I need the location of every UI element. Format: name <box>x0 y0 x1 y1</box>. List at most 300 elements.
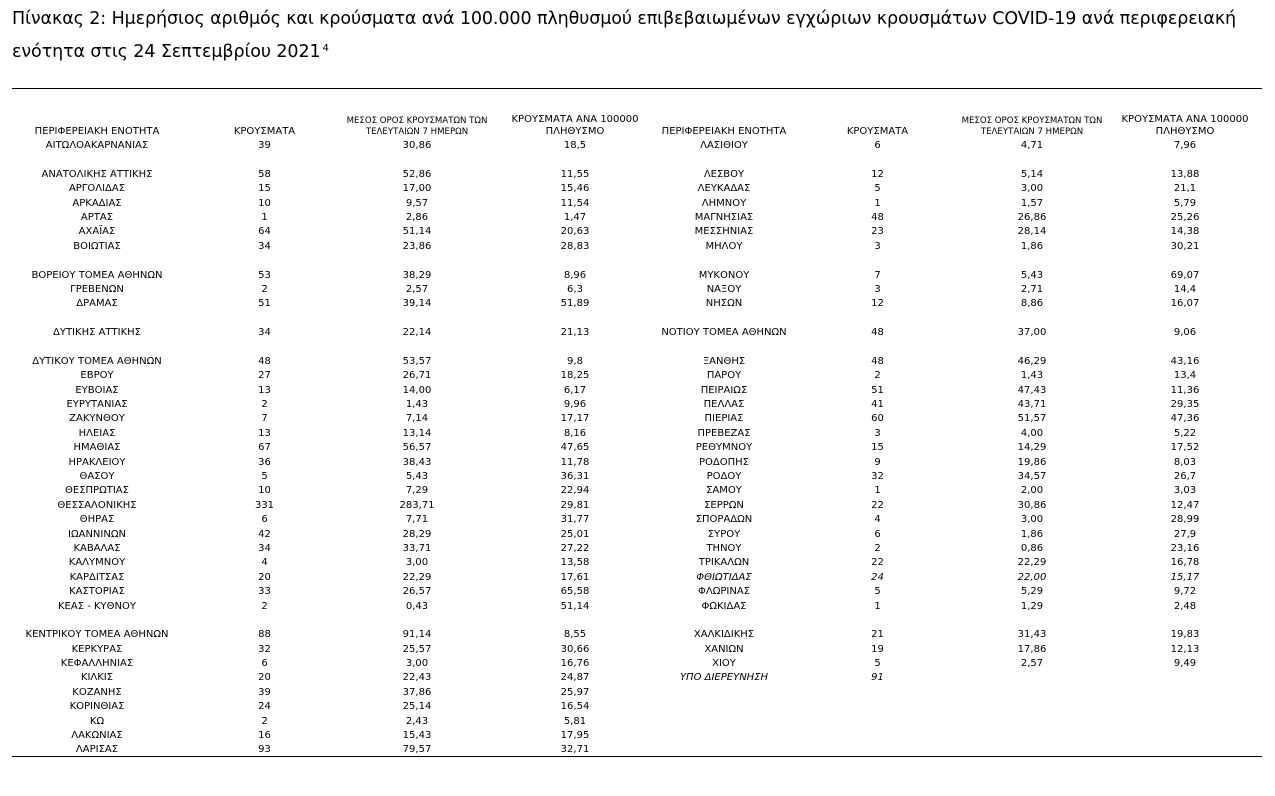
cell-region: ΗΛΕΙΑΣ <box>78 427 116 439</box>
cell-region: ΛΗΜΝΟΥ <box>701 197 747 209</box>
cell-region: ΑΡΓΟΛΙΔΑΣ <box>68 183 126 195</box>
cell-avg7: 5,43 <box>405 470 429 482</box>
table-row <box>650 671 1262 685</box>
cell-avg7: 51,57 <box>1017 413 1047 425</box>
table-row <box>650 643 1262 657</box>
cell-cases: 1 <box>261 211 268 223</box>
table-row <box>650 269 1262 283</box>
cell-per100k: 5,79 <box>1173 197 1197 209</box>
cell-avg7: 2,86 <box>405 211 429 223</box>
cell-cases: 20 <box>258 571 271 583</box>
cell-per100k: 19,83 <box>1170 629 1200 641</box>
cell-per100k: 16,78 <box>1170 557 1200 569</box>
cell-region: ΘΕΣΠΡΩΤΙΑΣ <box>65 485 129 497</box>
cell-cases: 48 <box>258 355 271 367</box>
cell-cases: 48 <box>871 327 884 339</box>
cell-cases: 331 <box>254 499 275 511</box>
spacer-row <box>650 153 1262 167</box>
cell-region: ΝΗΣΩΝ <box>705 298 743 310</box>
cell-cases: 3 <box>874 283 881 295</box>
cell-per100k: 21,13 <box>560 327 590 339</box>
cell-cases: 7 <box>874 269 881 281</box>
cell-region: ΕΒΡΟΥ <box>80 370 114 382</box>
cell-cases: 2 <box>261 715 268 727</box>
cell-cases: 67 <box>258 442 271 454</box>
cell-region: ΣΑΜΟΥ <box>706 485 742 497</box>
cell-per100k: 2,48 <box>1173 600 1197 612</box>
cell-avg7: 9,57 <box>405 197 429 209</box>
cell-cases: 60 <box>871 413 884 425</box>
table-row <box>12 470 648 484</box>
table-row <box>12 283 648 297</box>
cell-per100k: 12,47 <box>1170 499 1200 511</box>
cell-region: ΘΕΣΣΑΛΟΝΙΚΗΣ <box>57 499 137 511</box>
cell-region: ΑΝΑΤΟΛΙΚΗΣ ΑΤΤΙΚΗΣ <box>41 168 153 180</box>
header-per100k-line2: ΠΛΗΘΥΣΜΟ <box>1155 126 1215 137</box>
cell-cases: 15 <box>258 183 271 195</box>
cell-cases: 10 <box>258 197 271 209</box>
cell-avg7: 26,86 <box>1017 211 1047 223</box>
cell-cases: 13 <box>258 427 271 439</box>
cell-region: ΜΕΣΣΗΝΙΑΣ <box>694 226 754 238</box>
cell-cases: 16 <box>258 730 271 742</box>
table-row <box>12 484 648 498</box>
table-row <box>650 182 1262 196</box>
table-row <box>650 528 1262 542</box>
cell-per100k: 24,87 <box>560 672 590 684</box>
cell-avg7: 43,71 <box>1017 399 1047 411</box>
cell-avg7: 3,00 <box>1020 514 1044 526</box>
cell-per100k: 17,61 <box>560 571 590 583</box>
table-row <box>12 225 648 239</box>
spacer-row <box>12 153 648 167</box>
cell-cases: 1 <box>874 485 881 497</box>
cell-region: ΦΛΩΡΙΝΑΣ <box>698 586 750 598</box>
cell-per100k: 9,72 <box>1173 586 1197 598</box>
cell-avg7: 1,29 <box>1020 600 1044 612</box>
table-row <box>12 686 648 700</box>
table-row <box>12 384 648 398</box>
cell-avg7: 2,00 <box>1020 485 1044 497</box>
cell-cases: 2 <box>261 399 268 411</box>
cell-cases: 1 <box>874 600 881 612</box>
cell-per100k: 51,89 <box>560 298 590 310</box>
cell-cases: 36 <box>258 456 271 468</box>
cell-cases: 5 <box>874 586 881 598</box>
cell-per100k: 8,55 <box>563 629 587 641</box>
cell-per100k: 11,55 <box>560 168 590 180</box>
cell-per100k: 13,88 <box>1170 168 1200 180</box>
header-per100k-line1: ΚΡΟΥΣΜΑΤΑ ΑΝΑ 100000 <box>1121 114 1249 125</box>
cell-cases: 48 <box>871 211 884 223</box>
cell-per100k: 18,25 <box>560 370 590 382</box>
header-per100k <box>500 114 650 138</box>
cell-region: ΚΑΒΑΛΑΣ <box>73 542 121 554</box>
cell-per100k: 9,49 <box>1173 658 1197 670</box>
cell-per100k: 5,22 <box>1173 427 1197 439</box>
cell-cases: 34 <box>258 240 271 252</box>
cell-avg7: 1,86 <box>1020 240 1044 252</box>
spacer-row <box>12 254 648 268</box>
cell-per100k: 17,52 <box>1170 442 1200 454</box>
table-row <box>650 398 1262 412</box>
spacer-row <box>12 614 648 628</box>
cell-avg7: 17,00 <box>402 183 432 195</box>
cell-avg7: 8,86 <box>1020 298 1044 310</box>
cell-avg7: 0,43 <box>405 600 429 612</box>
cell-per100k: 11,78 <box>560 456 590 468</box>
cell-avg7: 25,57 <box>402 643 432 655</box>
cell-per100k: 6,3 <box>567 283 583 295</box>
cell-avg7: 1,43 <box>405 399 429 411</box>
cell-region: ΛΕΣΒΟΥ <box>703 168 745 180</box>
spacer-row <box>650 254 1262 268</box>
cell-cases: 6 <box>874 528 881 540</box>
cell-per100k: 28,99 <box>1170 514 1200 526</box>
header-per100k <box>1110 114 1260 138</box>
cell-per100k: 7,96 <box>1173 140 1197 151</box>
header-avg7-line1: ΜΕΣΟΣ ΟΡΟΣ ΚΡΟΥΣΜΑΤΩΝ ΤΩΝ <box>961 116 1103 126</box>
cell-per100k: 8,16 <box>563 427 587 439</box>
cell-cases: 51 <box>871 384 884 396</box>
table-row <box>650 556 1262 570</box>
cell-region: ΥΠΟ ΔΙΕΡΕΥΝΗΣΗ <box>679 672 769 684</box>
cell-avg7: 4,71 <box>1020 140 1044 151</box>
cell-avg7: 26,57 <box>402 586 432 598</box>
cell-cases: 7 <box>261 413 268 425</box>
table-row <box>650 384 1262 398</box>
header-cases: ΚΡΟΥΣΜΑΤΑ <box>846 126 909 137</box>
cell-region: ΖΑΚΥΝΘΟΥ <box>69 413 125 425</box>
cell-per100k: 11,54 <box>560 197 590 209</box>
cell-cases: 15 <box>871 442 884 454</box>
cell-region: ΕΥΒΟΙΑΣ <box>75 384 119 396</box>
cell-cases: 24 <box>258 701 271 713</box>
table-row <box>650 369 1262 383</box>
table-row <box>12 657 648 671</box>
header-per100k-line2: ΠΛΗΘΥΣΜΟ <box>545 126 605 137</box>
table-row <box>12 326 648 340</box>
table-row <box>650 600 1262 614</box>
cell-per100k: 25,26 <box>1170 211 1200 223</box>
cell-cases: 58 <box>258 168 271 180</box>
cell-per100k: 22,94 <box>560 485 590 497</box>
cell-per100k: 29,81 <box>560 499 590 511</box>
header-per100k-line1: ΚΡΟΥΣΜΑΤΑ ΑΝΑ 100000 <box>511 114 639 125</box>
header-right <box>650 110 1262 138</box>
cell-cases: 2 <box>261 283 268 295</box>
header-region: ΠΕΡΙΦΕΡΕΙΑΚΗ ΕΝΟΤΗΤΑ <box>661 126 787 137</box>
table-row <box>650 484 1262 498</box>
header-cases: ΚΡΟΥΣΜΑΤΑ <box>233 126 296 137</box>
cell-region: ΣΠΟΡΑΔΩΝ <box>695 514 753 526</box>
cell-avg7: 31,43 <box>1017 629 1047 641</box>
cell-cases: 27 <box>258 370 271 382</box>
table-row <box>650 585 1262 599</box>
table-row <box>650 412 1262 426</box>
cell-region: ΞΑΝΘΗΣ <box>702 355 746 367</box>
cell-per100k: 32,71 <box>560 744 590 756</box>
table-row <box>650 139 1262 153</box>
cell-region: ΑΡΚΑΔΙΑΣ <box>72 197 122 209</box>
cell-avg7: 91,14 <box>402 629 432 641</box>
header-avg7-line2: ΤΕΛΕΥΤΑΙΩΝ 7 ΗΜΕΡΩΝ <box>980 127 1084 137</box>
header-avg7-line1: ΜΕΣΟΣ ΟΡΟΣ ΚΡΟΥΣΜΑΤΩΝ ΤΩΝ <box>346 116 488 126</box>
cell-region: ΘΗΡΑΣ <box>79 514 115 526</box>
table-row <box>650 542 1262 556</box>
table-row <box>12 700 648 714</box>
cell-region: ΦΩΚΙΔΑΣ <box>701 600 747 612</box>
table-row <box>650 571 1262 585</box>
cell-avg7: 15,43 <box>402 730 432 742</box>
header-avg7 <box>952 116 1112 138</box>
cell-avg7: 39,14 <box>402 298 432 310</box>
cell-avg7: 51,14 <box>402 226 432 238</box>
cell-per100k: 21,1 <box>1173 183 1197 195</box>
cell-cases: 88 <box>258 629 271 641</box>
cell-avg7: 25,14 <box>402 701 432 713</box>
cell-region: ΜΥΚΟΝΟΥ <box>698 269 750 281</box>
cell-region: ΡΕΘΥΜΝΟΥ <box>695 442 753 454</box>
cell-per100k: 47,36 <box>1170 413 1200 425</box>
cell-per100k: 31,77 <box>560 514 590 526</box>
cell-cases: 12 <box>871 298 884 310</box>
cell-avg7: 28,14 <box>1017 226 1047 238</box>
table-row <box>12 297 648 311</box>
table-row <box>12 412 648 426</box>
cell-avg7: 3,00 <box>1020 183 1044 195</box>
cell-per100k: 30,21 <box>1170 240 1200 252</box>
table-row <box>12 499 648 513</box>
cell-avg7: 34,57 <box>1017 470 1047 482</box>
table-row <box>12 369 648 383</box>
cell-avg7: 1,43 <box>1020 370 1044 382</box>
cell-cases: 33 <box>258 586 271 598</box>
cell-per100k: 3,03 <box>1173 485 1197 497</box>
table-row <box>650 197 1262 211</box>
cell-cases: 2 <box>261 600 268 612</box>
cell-region: ΚΕΦΑΛΛΗΝΙΑΣ <box>60 658 134 670</box>
header-region: ΠΕΡΙΦΕΡΕΙΑΚΗ ΕΝΟΤΗΤΑ <box>34 126 160 137</box>
cell-region: ΚΟΡΙΝΘΙΑΣ <box>69 701 125 713</box>
table-row <box>12 556 648 570</box>
cell-cases: 5 <box>874 658 881 670</box>
cell-avg7: 0,86 <box>1020 542 1044 554</box>
cell-avg7: 5,43 <box>1020 269 1044 281</box>
cell-cases: 34 <box>258 327 271 339</box>
cell-avg7: 46,29 <box>1017 355 1047 367</box>
cell-cases: 3 <box>874 240 881 252</box>
table-row <box>12 240 648 254</box>
cell-cases: 42 <box>258 528 271 540</box>
cell-region: ΙΩΑΝΝΙΝΩΝ <box>68 528 126 540</box>
table-row <box>650 211 1262 225</box>
cell-region: ΔΥΤΙΚΟΥ ΤΟΜΕΑ ΑΘΗΝΩΝ <box>32 355 162 367</box>
cell-region: ΚΕΑΣ - ΚΥΘΝΟΥ <box>58 600 136 612</box>
cell-per100k: 27,22 <box>560 542 590 554</box>
cell-avg7: 56,57 <box>402 442 432 454</box>
cell-avg7: 4,00 <box>1020 427 1044 439</box>
table-row <box>650 470 1262 484</box>
header-left <box>12 110 648 138</box>
caption-text: Πίνακας 2: Ημερήσιος αριθμός και κρούσματα ανά 100.000 πληθυσμού επιβεβαιωμένων εγχώριων κρουσμάτων COVID-19 ανά περιφερειακή ενότητα στις 24 Σεπτεμβρίου 2021 <box>12 9 1237 62</box>
cell-per100k: 25,97 <box>560 686 590 698</box>
cell-cases: 32 <box>258 643 271 655</box>
cell-region: ΘΑΣΟΥ <box>79 470 115 482</box>
table-row <box>12 197 648 211</box>
cell-per100k: 26,7 <box>1173 470 1197 482</box>
cell-avg7: 47,43 <box>1017 384 1047 396</box>
cell-cases: 5 <box>874 183 881 195</box>
cell-avg7: 22,43 <box>402 672 432 684</box>
cell-per100k: 11,36 <box>1170 384 1200 396</box>
cell-region: ΠΑΡΟΥ <box>706 370 742 382</box>
cell-cases: 64 <box>258 226 271 238</box>
spacer-row <box>12 312 648 326</box>
cell-avg7: 3,00 <box>405 557 429 569</box>
cell-cases: 51 <box>258 298 271 310</box>
cell-cases: 3 <box>874 427 881 439</box>
cell-region: ΑΧΑΪΑΣ <box>78 226 116 238</box>
table-row <box>650 225 1262 239</box>
cell-cases: 9 <box>874 456 881 468</box>
cell-cases: 6 <box>874 140 881 151</box>
cell-cases: 39 <box>258 686 271 698</box>
cell-region: ΗΡΑΚΛΕΙΟΥ <box>68 456 126 468</box>
table-row <box>12 628 648 642</box>
cell-per100k: 1,47 <box>563 211 587 223</box>
cell-region: ΝΑΞΟΥ <box>706 283 742 295</box>
cell-avg7: 7,29 <box>405 485 429 497</box>
cell-region: ΚΙΛΚΙΣ <box>80 672 114 684</box>
cell-cases: 22 <box>871 557 884 569</box>
spacer-row <box>12 340 648 354</box>
cell-avg7: 7,71 <box>405 514 429 526</box>
cell-region: ΛΕΥΚΑΔΑΣ <box>697 183 751 195</box>
cell-avg7: 5,29 <box>1020 586 1044 598</box>
cell-per100k: 15,17 <box>1170 571 1200 583</box>
cell-avg7: 283,71 <box>399 499 435 511</box>
table-row <box>12 139 648 153</box>
cell-avg7: 2,71 <box>1020 283 1044 295</box>
cell-avg7: 1,86 <box>1020 528 1044 540</box>
cell-cases: 48 <box>871 355 884 367</box>
cell-region: ΧΑΝΙΩΝ <box>704 643 744 655</box>
cell-avg7: 2,57 <box>1020 658 1044 670</box>
cell-avg7: 5,14 <box>1020 168 1044 180</box>
cell-region: ΚΕΝΤΡΙΚΟΥ ΤΟΜΕΑ ΑΘΗΝΩΝ <box>25 629 169 641</box>
cell-per100k: 8,03 <box>1173 456 1197 468</box>
table-row <box>12 600 648 614</box>
cell-per100k: 25,01 <box>560 528 590 540</box>
cell-avg7: 33,71 <box>402 542 432 554</box>
table-row <box>12 513 648 527</box>
cell-per100k: 27,9 <box>1173 528 1197 540</box>
cell-per100k: 12,13 <box>1170 643 1200 655</box>
cell-per100k: 13,58 <box>560 557 590 569</box>
cell-region: ΕΥΡΥΤΑΝΙΑΣ <box>66 399 128 411</box>
table-row <box>12 542 648 556</box>
cell-region: ΠΙΕΡΙΑΣ <box>704 413 744 425</box>
table-row <box>12 269 648 283</box>
cell-per100k: 47,65 <box>560 442 590 454</box>
cell-avg7: 38,29 <box>402 269 432 281</box>
cell-per100k: 36,31 <box>560 470 590 482</box>
cell-cases: 21 <box>871 629 884 641</box>
cell-avg7: 3,00 <box>405 658 429 670</box>
cell-cases: 6 <box>261 514 268 526</box>
cell-avg7: 7,14 <box>405 413 429 425</box>
cell-region: ΒΟΡΕΙΟΥ ΤΟΜΕΑ ΑΘΗΝΩΝ <box>31 269 163 281</box>
cell-region: ΚΕΡΚΥΡΑΣ <box>71 643 123 655</box>
cell-cases: 20 <box>258 672 271 684</box>
cell-cases: 39 <box>258 140 271 151</box>
cell-region: ΛΑΣΙΘΙΟΥ <box>700 140 748 151</box>
cell-avg7: 2,57 <box>405 283 429 295</box>
cell-per100k: 9,96 <box>563 399 587 411</box>
cell-region: ΓΡΕΒΕΝΩΝ <box>70 283 124 295</box>
top-rule <box>12 88 1262 89</box>
cell-cases: 4 <box>874 514 881 526</box>
cell-region: ΗΜΑΘΙΑΣ <box>73 442 121 454</box>
cell-avg7: 23,86 <box>402 240 432 252</box>
table-row <box>12 715 648 729</box>
cell-avg7: 52,86 <box>402 168 432 180</box>
spacer-row <box>650 312 1262 326</box>
cell-avg7: 30,86 <box>402 140 432 151</box>
table-caption <box>12 4 1262 67</box>
cell-avg7: 22,00 <box>1017 571 1047 583</box>
cell-region: ΝΟΤΙΟΥ ΤΟΜΕΑ ΑΘΗΝΩΝ <box>661 327 787 339</box>
cell-avg7: 30,86 <box>1017 499 1047 511</box>
cell-per100k: 69,07 <box>1170 269 1200 281</box>
cell-per100k: 13,4 <box>1173 370 1197 382</box>
cell-avg7: 37,86 <box>402 686 432 698</box>
cell-region: ΜΑΓΝΗΣΙΑΣ <box>694 211 754 223</box>
table-row <box>650 456 1262 470</box>
cell-cases: 24 <box>871 571 884 583</box>
cell-region: ΑΡΤΑΣ <box>80 211 114 223</box>
table-row <box>12 398 648 412</box>
cell-cases: 41 <box>871 399 884 411</box>
cell-avg7: 19,86 <box>1017 456 1047 468</box>
cell-region: ΚΩ <box>89 715 105 727</box>
cell-region: ΧΙΟΥ <box>712 658 736 670</box>
cell-cases: 4 <box>261 557 268 569</box>
table-row <box>650 441 1262 455</box>
cell-cases: 23 <box>871 226 884 238</box>
cell-avg7: 13,14 <box>402 427 432 439</box>
cell-avg7: 53,57 <box>402 355 432 367</box>
cell-cases: 93 <box>258 744 271 756</box>
table-row <box>12 441 648 455</box>
cell-per100k: 16,07 <box>1170 298 1200 310</box>
cell-cases: 2 <box>874 370 881 382</box>
cell-cases: 10 <box>258 485 271 497</box>
table-row <box>12 729 648 743</box>
cell-region: ΜΗΛΟΥ <box>705 240 743 252</box>
cell-per100k: 20,63 <box>560 226 590 238</box>
cell-per100k: 8,96 <box>563 269 587 281</box>
table-row <box>12 427 648 441</box>
cell-region: ΔΡΑΜΑΣ <box>76 298 118 310</box>
cell-cases: 6 <box>261 658 268 670</box>
table-row <box>12 585 648 599</box>
cell-per100k: 23,16 <box>1170 542 1200 554</box>
cell-per100k: 5,81 <box>563 715 587 727</box>
cell-region: ΣΕΡΡΩΝ <box>704 499 744 511</box>
cell-per100k: 14,38 <box>1170 226 1200 238</box>
